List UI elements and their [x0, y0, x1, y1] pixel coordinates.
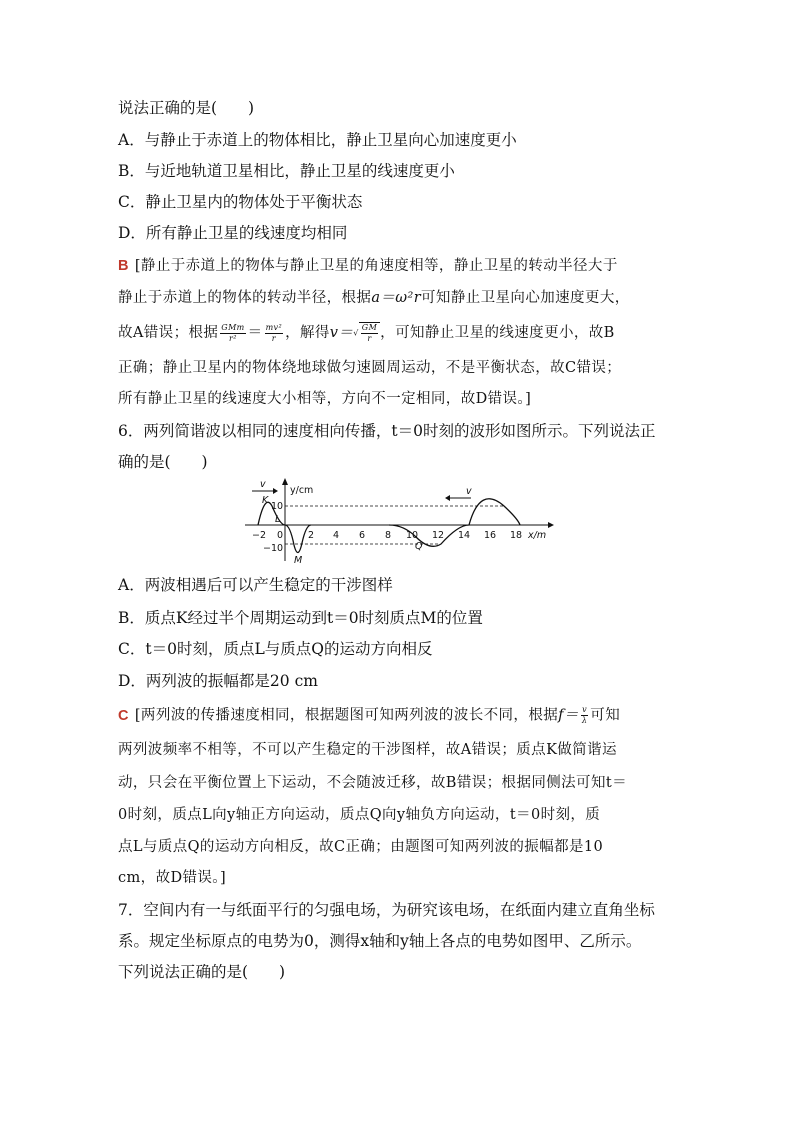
q6-option-d: D．两列波的振幅都是20 cm [118, 672, 318, 690]
x-tick-16: 16 [484, 530, 497, 541]
left-velocity-label: v [260, 479, 266, 490]
q5-equals-sign: ＝ [247, 325, 263, 341]
q6-formula-f: f＝ [558, 707, 579, 724]
q5-option-b: B．与近地轨道卫星相比，静止卫星的线速度更小 [118, 162, 455, 180]
point-k-label: K [262, 495, 269, 506]
q6-explanation-line-6: cm，故D错误。] [118, 870, 227, 886]
q5-explanation-line-3 [118, 322, 615, 344]
x-tick-14: 14 [458, 530, 471, 541]
q6-explanation-line-5: 点L与质点Q的运动方向相反，故C正确；由题图可知两列波的振幅都是10 [118, 839, 604, 855]
left-velocity-arrowhead [273, 488, 278, 494]
q5-explanation-line-5: 所有静止卫星的线速度大小相等，方向不一定相同，故D错误。] [118, 391, 532, 407]
x-tick-6: 6 [359, 530, 366, 541]
q5-option-d: D．所有静止卫星的线速度均相同 [118, 224, 348, 242]
q6-option-a: A．两波相遇后可以产生稳定的干涉图样 [118, 576, 393, 594]
q6-answer-mark: C [118, 707, 129, 724]
q5-stem-tail: 说法正确的是( ) [118, 99, 255, 117]
y-axis-label: y/cm [290, 485, 314, 496]
q6-explanation-line-2: 两列波频率不相等，不可以产生稳定的干涉图样，故A错误；质点K做简谐运 [118, 742, 617, 758]
x-tick-minus-2: −2 [252, 530, 267, 541]
point-q-label: Q [415, 541, 423, 552]
q6-explanation-line-4: 0时刻，质点L向y轴正方向运动，质点Q向y轴负方向运动，t＝0时刻，质 [118, 807, 601, 823]
x-tick-18: 18 [510, 530, 523, 541]
q5-explanation-line-2 [118, 288, 630, 308]
q5-fraction-gravity-num: GMm [221, 322, 245, 332]
q5-explanation-line-1 [118, 256, 618, 276]
q7-stem-line-1: 7．空间内有一与纸面平行的匀强电场，为研究该电场，在纸面内建立直角坐标 [118, 901, 655, 919]
q5-option-a: A．与静止于赤道上的物体相比，静止卫星向心加速度更小 [118, 131, 517, 149]
q6-stem-line-1: 6．两列简谐波以相同的速度相向传播，t＝0时刻的波形如图所示。下列说法正 [118, 422, 656, 440]
q5-sqrt-num: GM [361, 323, 378, 332]
q7-stem-line-2: 系。规定坐标原点的电势为0，测得x轴和y轴上各点的电势如图甲、乙所示。 [118, 932, 642, 950]
x-axis-label: x/m [528, 530, 547, 541]
q5-fraction-gravity [220, 323, 245, 344]
q6-stem-line-2: 确的是( ) [118, 453, 208, 471]
q5-explanation-text-3: 可知静止卫星向心加速度更大， [421, 290, 630, 306]
x-tick-4: 4 [333, 530, 340, 541]
q6-fraction-num: v [582, 705, 588, 714]
q5-sqrt-den: r [367, 334, 372, 343]
q5-formula-acceleration: a＝ω²r [371, 290, 422, 306]
q5-answer-mark: B [118, 258, 129, 274]
q5-fraction-centripetal-num: mv² [265, 322, 283, 332]
x-tick-10: 10 [406, 530, 419, 541]
y-axis-arrow [282, 478, 288, 485]
q5-explanation-text-6: ，可知静止卫星的线速度更小，故B [380, 325, 615, 341]
q6-explanation-line-1 [118, 705, 620, 726]
x-tick-2: 2 [308, 530, 315, 541]
q5-fraction-centripetal-den: r [271, 333, 276, 343]
q6-explanation-text-2: 可知 [590, 707, 621, 724]
point-l-label: L [275, 514, 281, 525]
q6-option-c: C．t＝0时刻，质点L与质点Q的运动方向相反 [118, 640, 433, 658]
x-axis-arrow [548, 522, 554, 528]
right-velocity-arrowhead [445, 495, 450, 501]
y-tick-minus-10: −10 [263, 543, 284, 554]
x-tick-0: 0 [277, 530, 284, 541]
q5-explanation-line-4: 正确；静止卫星内的物体绕地球做匀速圆周运动，不是平衡状态，故C错误； [118, 360, 622, 376]
q6-option-b: B．质点K经过半个周期运动到t＝0时刻质点M的位置 [118, 609, 483, 627]
right-velocity-label: v [466, 486, 472, 497]
point-m-label: M [294, 555, 303, 565]
x-tick-8: 8 [385, 530, 392, 541]
y-tick-10: 10 [271, 501, 284, 512]
q5-sqrt-formula: √ $\frac{GM}{r}$ [353, 322, 380, 344]
q5-explanation-text-2: 静止于赤道上的物体的转动半径，根据 [118, 290, 372, 306]
q7-stem-line-3: 下列说法正确的是( ) [118, 963, 286, 981]
q6-fraction-den: λ [581, 716, 588, 725]
x-tick-12: 12 [432, 530, 445, 541]
q6-fraction-v-lambda [581, 705, 588, 726]
q6-explanation-text-1: [两列波的传播速度相同，根据题图可知两列波的波长不同，根据 [134, 707, 559, 724]
q5-formula-v: v＝ [329, 325, 354, 341]
q5-fraction-centripetal [265, 323, 284, 344]
q5-explanation-text-5: ，解得 [285, 325, 330, 341]
wave-figure [240, 475, 560, 565]
q5-explanation-text-4: 故A错误；根据 [118, 325, 219, 341]
q6-explanation-line-3: 动，只会在平衡位置上下运动，不会随波迁移，故B错误；根据同侧法可知t＝ [118, 775, 627, 791]
q5-option-c: C．静止卫星内的物体处于平衡状态 [118, 193, 363, 211]
q5-explanation-text-1: [静止于赤道上的物体与静止卫星的角速度相等，静止卫星的转动半径大于 [134, 258, 618, 274]
q5-fraction-gravity-den: r² [229, 333, 237, 343]
